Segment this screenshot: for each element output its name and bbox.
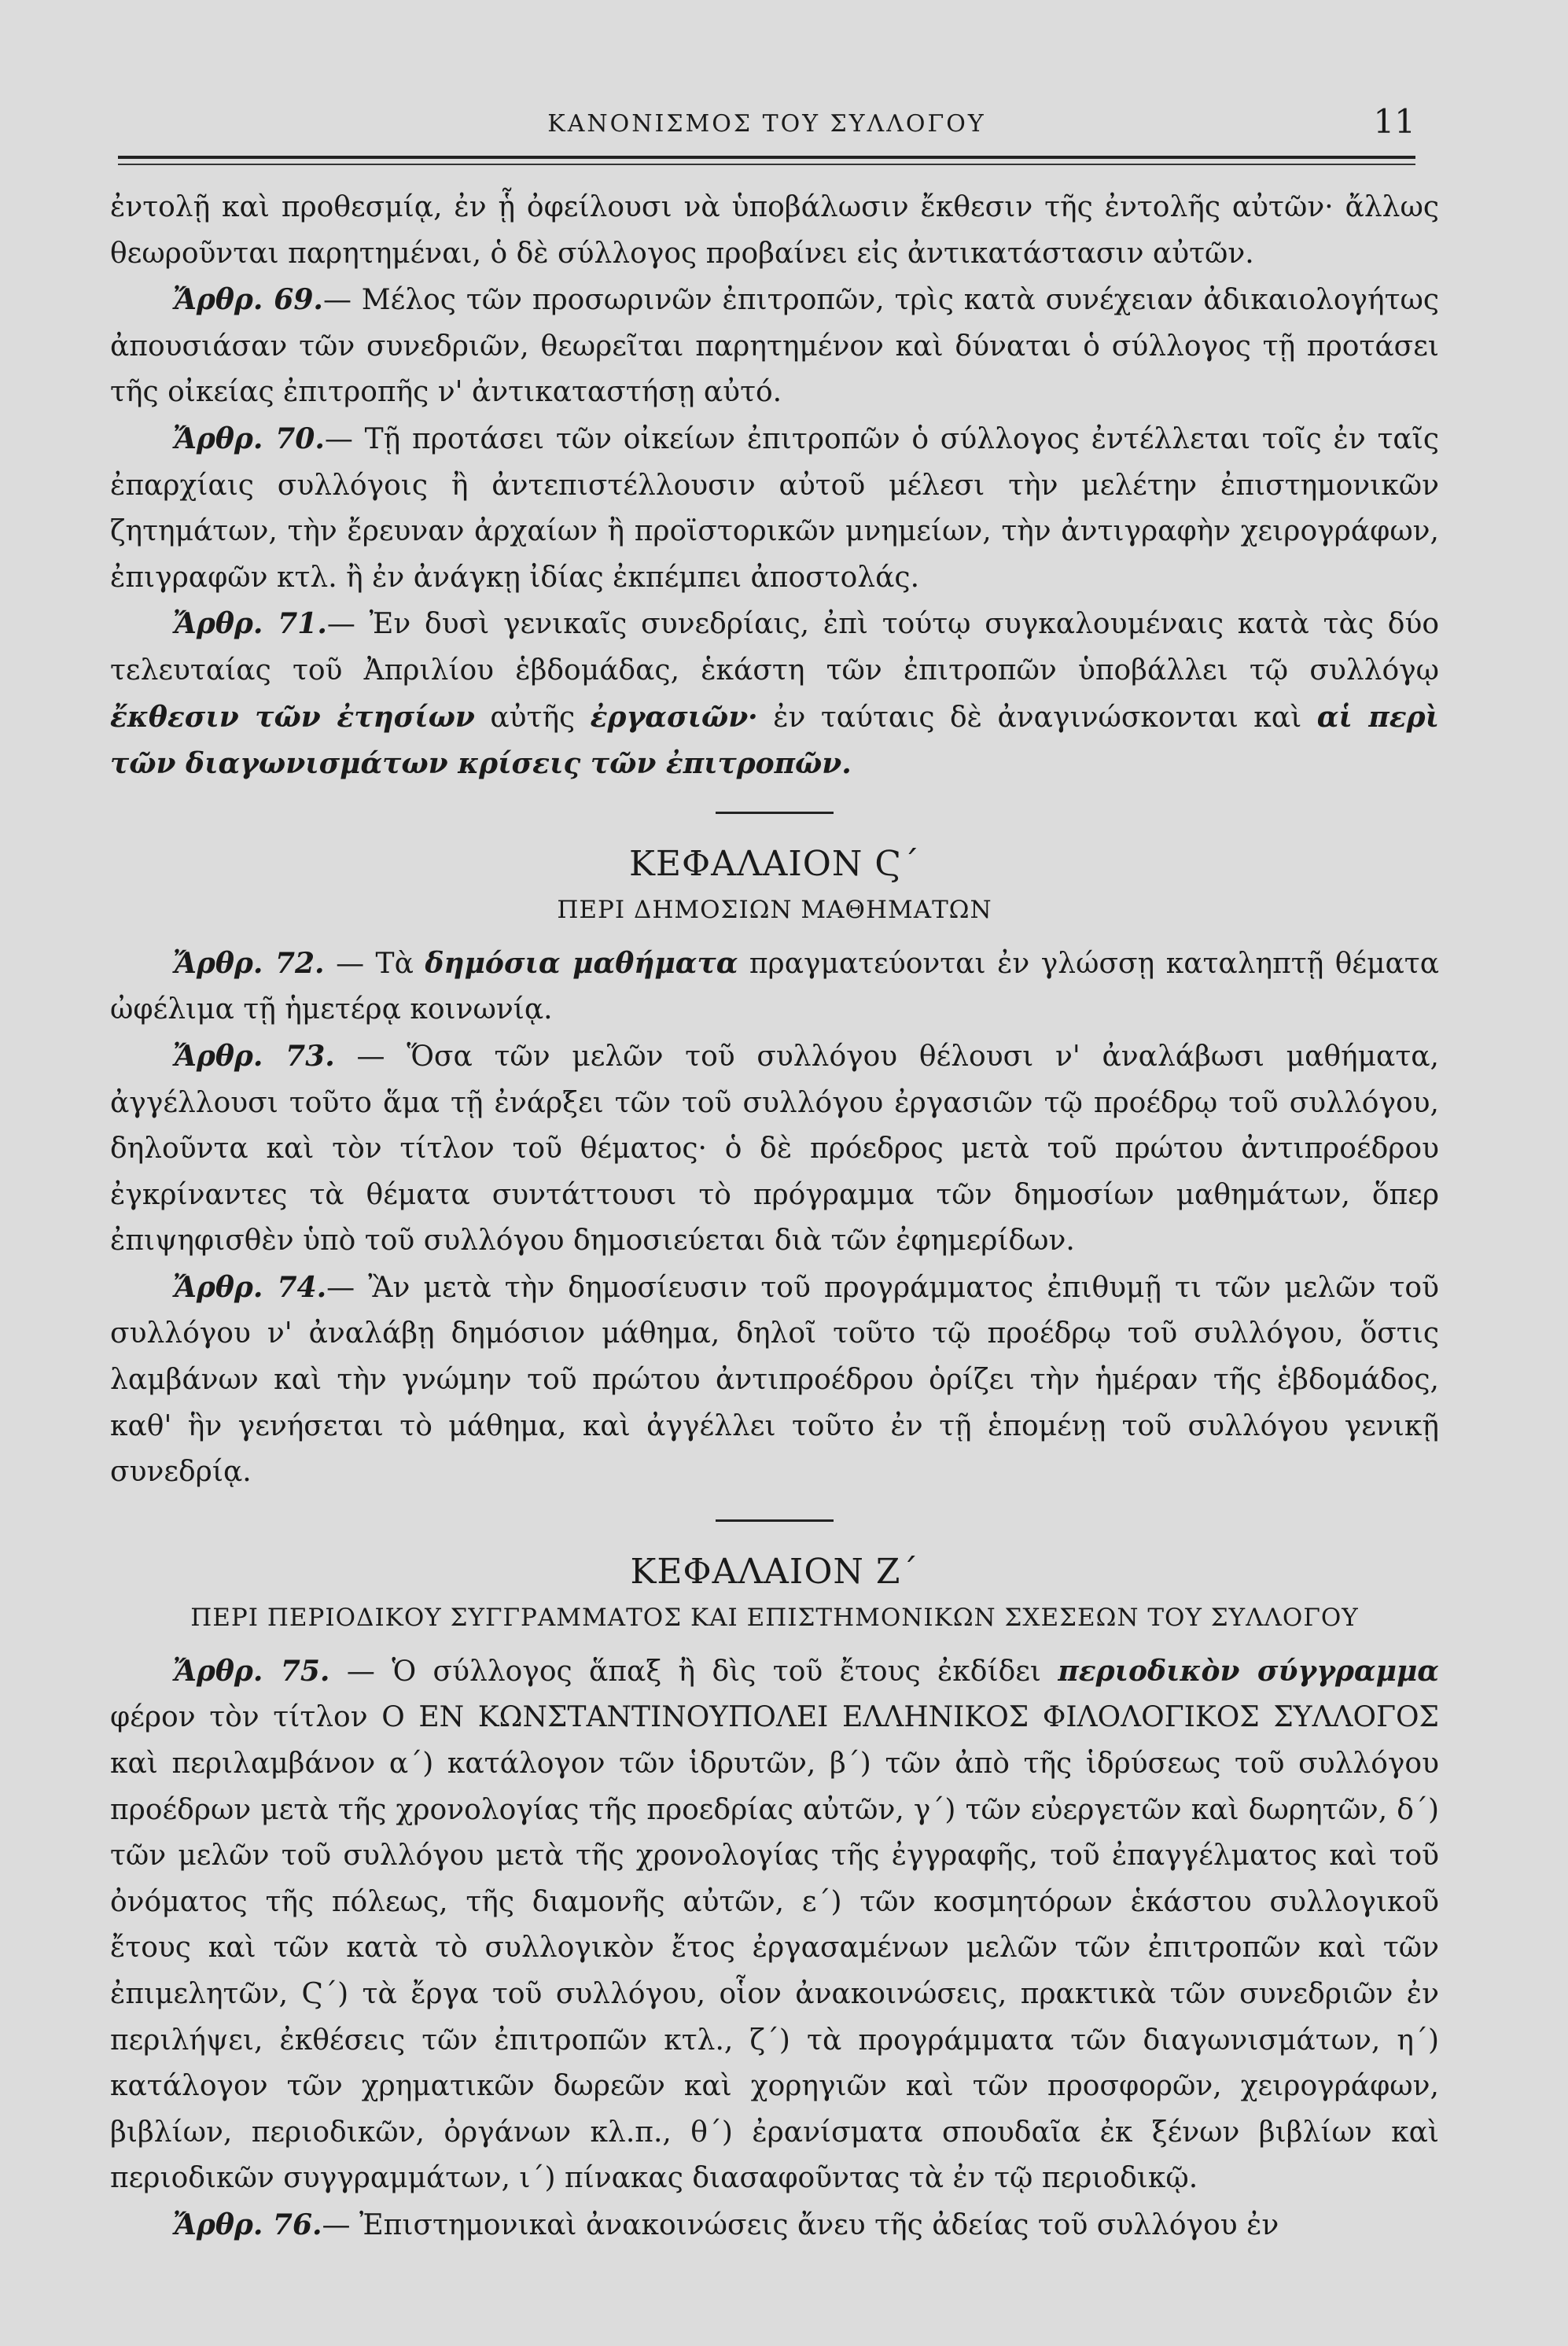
page-header: [118, 102, 1415, 142]
article-label: Ἄρθρ. 75.: [173, 1654, 330, 1688]
article-text: — Μέλος τῶν προσωρινῶν ἐπιτροπῶν, τρὶς κατὰ συνέχειαν ἀδικαιολογήτως ἀπουσιάσαν τῶν συνεδριῶν, θεωρεῖται παρητημένον καὶ δύναται ὁ σύλλογος τῇ προτάσει τῆς οἰκείας ἐπιτροπῆς ν' ἀντικαταστήσῃ αὐτό.: [110, 284, 1440, 409]
article-label: Ἄρθρ. 69.: [173, 283, 323, 317]
section-separator: [716, 812, 834, 814]
chapter-subtitle: ΠΕΡΙ ΠΕΡΙΟΔΙΚΟΥ ΣΥΓΓΡΑΜΜΑΤΟΣ ΚΑΙ ΕΠΙΣΤΗΜΟΝΙΚΩΝ ΣΧΕΣΕΩΝ ΤΟΥ ΣΥΛΛΟΓΟΥ: [190, 1603, 1359, 1632]
article-72: [110, 941, 1439, 1033]
article-label: Ἄρθρ. 70.: [173, 422, 325, 455]
article-74: [110, 1265, 1439, 1496]
chapter-subtitle: ΠΕΡΙ ΔΗΜΟΣΙΩΝ ΜΑΘΗΜΑΤΩΝ: [557, 895, 992, 924]
article-text: — Τὰ: [324, 947, 425, 980]
page-number: 11: [1373, 102, 1415, 141]
article-text: πραγματεύονται ἐν γλώσσῃ καταληπτῇ θέματα ὠφέλιμα τῇ ἡμετέρᾳ κοινωνίᾳ.: [110, 947, 1440, 1026]
article-text: — Ἂν μετὰ τὴν δημοσίευσιν τοῦ προγράμματος ἐπιθυμῇ τι τῶν μελῶν τοῦ συλλόγου ν' ἀναλάβῃ δημόσιον μάθημα, δηλοῖ τοῦτο τῷ προέδρῳ τοῦ συλλόγου, ὅστις λαμβάνων καὶ τὴν γνώμην τοῦ πρώτου ἀντιπροέδρου ὁρίζει τὴν ἡμέραν τῆς ἑβδομάδος, καθ' ἣν γενήσεται τὸ μάθημα, καὶ ἀγγέλλει τοῦτο ἐν τῇ ἑπομένῃ τοῦ συλλόγου γενικῇ συνεδρίᾳ.: [110, 1271, 1439, 1489]
running-title: ΚΑΝΟΝΙΣΜΟΣ ΤΟΥ ΣΥΛΛΟΓΟΥ: [547, 110, 986, 138]
article-label: Ἄρθρ. 74.: [173, 1270, 327, 1304]
article-label: Ἄρθρ. 73.: [173, 1039, 335, 1073]
section-separator: [716, 1519, 834, 1522]
intro-paragraph: ἐντολῇ καὶ προθεσμίᾳ, ἐν ᾗ ὀφείλουσι νὰ ὑποβάλωσιν ἔκθεσιν τῆς ἐντολῆς αὐτῶν· ἄλλως θεωροῦνται παρητημέναι, ὁ δὲ σύλλογος προβαίνει εἰς ἀντικατάστασιν αὐτῶν.: [110, 191, 1439, 270]
article-text: — Ὅσα τῶν μελῶν τοῦ συλλόγου θέλουσι ν' ἀναλάβωσι μαθήματα, ἀγγέλλουσι τοῦτο ἅμα τῇ ἐνάρξει τῶν τοῦ συλλόγου ἐργασιῶν τῷ προέδρῳ τοῦ συλλόγου, δηλοῦντα καὶ τὸν τίτλον τοῦ θέματος· ὁ δὲ πρόεδρος μετὰ τοῦ πρώτου ἀντιπροέδρου ἐγκρίναντες τὰ θέματα συντάττουσι τὸ πρόγραμμα τῶν δημοσίων μαθημάτων, ὅπερ ἐπιψηφισθὲν ὑπὸ τοῦ συλλόγου δημοσιεύεται διὰ τῶν ἐφημερίδων.: [110, 1040, 1440, 1258]
article-70: [110, 416, 1439, 601]
article-text: — Ἐπιστημονικαὶ ἀνακοινώσεις ἄνευ τῆς ἀδείας τοῦ συλλόγου ἐν: [322, 2208, 1279, 2241]
chapter-title: ΚΕΦΑΛΑΙΟΝ Ϛ΄: [629, 843, 920, 884]
emphasis-text: περιοδικὸν σύγγραμμα: [1058, 1654, 1440, 1688]
article-76: [110, 2202, 1439, 2249]
emphasis-text: ἔκθεσιν τῶν ἐτησίων: [110, 700, 475, 734]
article-69: [110, 277, 1439, 416]
article-text: αὐτῆς: [474, 701, 591, 734]
article-text: — Τῇ προτάσει τῶν οἰκείων ἐπιτροπῶν ὁ σύλλογος ἐντέλλεται τοῖς ἐν ταῖς ἐπαρχίαις συλλόγοις ἢ ἀντεπιστέλλουσιν αὐτοῦ μέλεσι τὴν μελέτην ἐπιστημονικῶν ζητημάτων, τὴν ἔρευναν ἀρχαίων ἢ προϊστορικῶν μνημείων, τὴν ἀντιγραφὴν χειρογράφων, ἐπιγραφῶν κτλ. ἢ ἐν ἀνάγκῃ ἰδίας ἐκπέμπει ἀποστολάς.: [110, 422, 1439, 594]
header-rule: [118, 156, 1415, 159]
emphasis-text: δημόσια μαθήματα: [425, 946, 738, 980]
article-73: [110, 1033, 1439, 1265]
article-text: φέρον τὸν τίτλον Ο ΕΝ ΚΩΝΣΤΑΝΤΙΝΟΥΠΟΛΕΙ ΕΛΛΗΝΙΚΟΣ ΦΙΛΟΛΟΓΙΚΟΣ ΣΥΛΛΟΓΟΣ καὶ περιλαμβάνον α΄) κατάλογον τῶν ἱδρυτῶν, β΄) τῶν ἀπὸ τῆς ἱδρύσεως τοῦ συλλόγου προέδρων μετὰ τῆς χρονολογίας τῆς προεδρίας αὐτῶν, γ΄) τῶν εὐεργετῶν καὶ δωρητῶν, δ΄) τῶν μελῶν τοῦ συλλόγου μετὰ τῆς χρονολογίας τῆς ἐγγραφῆς, τοῦ ἐπαγγέλματος καὶ τοῦ ὀνόματος τῆς πόλεως, τῆς διαμονῆς αὐτῶν, ε΄) τῶν κοσμητόρων ἑκάστου συλλογικοῦ ἔτους καὶ τῶν κατὰ τὸ συλλογικὸν ἔτος ἐργασαμένων μελῶν τῶν ἐπιτροπῶν καὶ τῶν ἐπιμελητῶν, Ϛ΄) τὰ ἔργα τοῦ συλλόγου, οἷον ἀνακοινώσεις, πρακτικὰ τῶν συνεδριῶν ἐν περιλήψει, ἐκθέσεις τῶν ἐπιτροπῶν κτλ., ζ΄) τὰ προγράμματα τῶν διαγωνισμάτων, η΄) κατάλογον τῶν χρηματικῶν δωρεῶν καὶ χορηγιῶν καὶ τῶν προσφορῶν, χειρογράφων, βιβλίων, περιοδικῶν, ὀργάνων κλ.π., θ΄) ἐρανίσματα σπουδαῖα ἐκ ξένων βιβλίων καὶ περιοδικῶν συγγραμμάτων, ι΄) πίνακας διασαφοῦντας τὰ ἐν τῷ περιοδικῷ.: [110, 1701, 1439, 2195]
article-71: [110, 601, 1439, 787]
article-label: Ἄρθρ. 72.: [173, 946, 325, 980]
article-text: ἐν ταύταις δὲ ἀναγινώσκονται καὶ: [757, 701, 1317, 734]
article-text: — Ἐν δυσὶ γενικαῖς συνεδρίαις, ἐπὶ τούτῳ συγκαλουμέναις κατὰ τὰς δύο τελευταίας τοῦ Ἀπριλίου ἑβδομάδας, ἑκάστη τῶν ἐπιτροπῶν ὑποβάλλει τῷ συλλόγῳ: [110, 608, 1439, 687]
emphasis-text: αἱ περὶ τῶν διαγωνισμάτων κρίσεις τῶν ἐπιτροπῶν.: [110, 700, 1439, 781]
article-text: — Ὁ σύλλογος ἅπαξ ἢ δὶς τοῦ ἔτους ἐκδίδει: [329, 1655, 1058, 1688]
article-75: [110, 1648, 1439, 2202]
chapter-title: ΚΕΦΑΛΑΙΟΝ Ζ΄: [630, 1551, 919, 1592]
emphasis-text: ἐργασιῶν·: [590, 700, 758, 734]
page-body: [110, 185, 1439, 2249]
header-rule-thin: [118, 164, 1415, 165]
article-label: Ἄρθρ. 76.: [173, 2208, 322, 2241]
article-label: Ἄρθρ. 71.: [173, 607, 327, 641]
